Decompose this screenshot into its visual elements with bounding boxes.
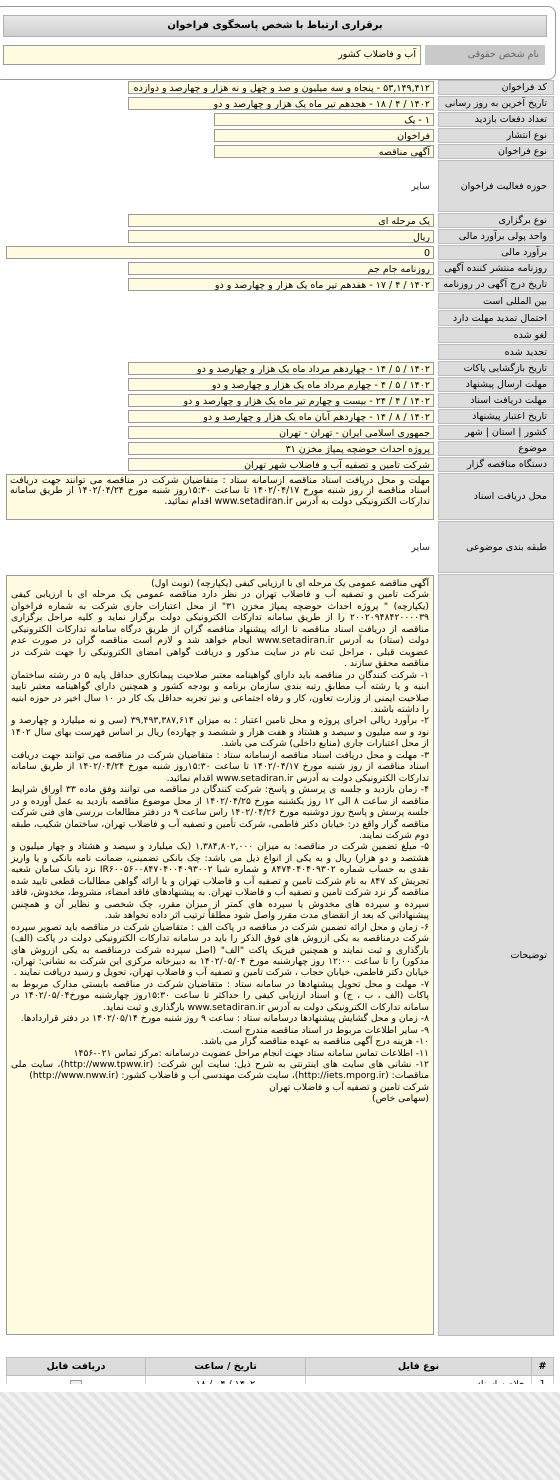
publish-type-value: فراخوان	[214, 129, 434, 142]
news-date-value: ۱۴۰۲ / ۴ / ۱۷ - هفدهم تیر ماه یک هزار و چهارصد و دو	[128, 278, 434, 291]
open-date-value: ۱۴۰۲ / ۵ / ۱۴ - چهاردهم مرداد ماه یک هزار و چهارصد و دو	[128, 362, 434, 375]
estimate-value: 0	[6, 246, 434, 259]
row-notes	[6, 574, 554, 1336]
files-header-type: نوع فایل	[306, 1358, 532, 1376]
responder-label: نام شخص حقوقی	[425, 45, 545, 65]
files-header-num: #	[532, 1358, 554, 1376]
row-open-date	[6, 361, 554, 376]
notes-line: ۵- مبلغ تضمین شرکت در مناقصه: به میزان ۱,۳۸۴,۸۰۲,۰۰۰ (یک میلیارد و سیصد و هشتاد و چهار میلیون و هشتصد و دو هزار) ریال و به یکی از انواع ذیل می باشد: چک بانکی تضمینی، ضمانت نامه بانکی و یا واریز نقدی به حساب شماره ۸۴۷۴۰۴۰۴۰۹۳۰۲ و شماره شبا IR۶۰۰۵۶۰۰۸۴۷۰۴۰۰۴۰۹۳۰۰۲ نزد بانک سامان شعبه تجریش کد ۸۴۷ به نام شرکت تامین و تصفیه آب و فاضلاب تهران و یا ارائه گواهی مطالبات قطعی تایید شده مناقصه گر نزد شرکت تامین و تصفیه آب و فاضلاب تهران. به پیشنهادهای فاقد امضاء، مشروط، مخدوش، فاقد سپرده و سپرده های مخدوش یا سپرده های کمتر از میزان مقرر، چک شخصی و نظایر آن و همچنین پیشنهاداتی که بعد از انقضای مدت مقرر واصل شود مطلقاً ترتیب اثر داده نخواهد شد.	[11, 841, 429, 922]
location-label: کشور | استان | شهر	[438, 425, 554, 440]
organizer-label: دستگاه مناقصه گزار	[438, 457, 554, 472]
row-doc-place	[6, 473, 554, 520]
page-gap	[0, 1384, 560, 1392]
notes-text	[6, 575, 434, 1335]
row-cancel	[6, 327, 554, 343]
renew-label: تجدید شده	[438, 344, 554, 360]
row-international	[6, 293, 554, 309]
visit-count-label: تعداد دفعات بازدید	[438, 112, 554, 127]
notes-line: ۳- مهلت و محل دریافت اسناد مناقصه ازسامانه ستاد : متقاضیان شرکت در مناقصه می توانند جهت دریافت اسناد مناقصه از روز شنبه مورخ ۱۴۰۲/۰۴/۱۷ تا ساعت ۱۵:۳۰روز شنبه مورخ ۱۴۰۲/۰۴/۲۴ از طریق سامانه تدارکات الکترونیکی دولت به آدرس www.setadiran.ir اقدام نمائید.	[11, 749, 430, 784]
activity-value: سایر	[411, 180, 430, 192]
row-renew	[6, 344, 554, 360]
responder-row	[3, 45, 545, 65]
row-news-date	[6, 277, 554, 292]
newspaper-label: روزنامه منتشر کننده آگهی	[438, 261, 554, 276]
validity-value: ۱۴۰۲ / ۸ / ۱۴ - چهاردهم آبان ماه یک هزار و چهارصد و دو	[128, 410, 434, 423]
contact-panel	[0, 6, 556, 80]
responder-value[interactable]: آب و فاضلاب کشور	[3, 45, 421, 65]
notes-label: توضیحات	[438, 574, 554, 1336]
row-call-code	[6, 80, 554, 95]
extend-label: احتمال تمدید مهلت دارد	[438, 310, 554, 326]
row-visit-count	[6, 112, 554, 127]
notes-line: ۲- برآورد ریالی اجرای پروژه و محل تامین اعتبار : به میزان ۳۹,۴۹۳,۳۸۷,۶۱۴ (سی و نه میلیارد و چهارصد و نود و سه میلیون و سیصد و هشتاد و هفت هزار و ششصد و چهارده) ریال بر اساس فهرست بهای سال ۱۴۰۲ از محل اعتبارات جاری (منابع داخلی) شرکت می باشد.	[11, 715, 429, 750]
row-estimate	[6, 245, 554, 260]
notes-line: ۴- زمان بازدید و جلسه ی پرسش و پاسخ: شرکت کنندگان در مناقصه می توانند وفق ماده ۳۳ اوراق شرایط مناقصه از ساعت ۸ الی ۱۲ روز یکشنبه مورخ ۱۴۰۲/۰۴/۲۵ از محل موضوع مناقصه بازدید به عمل آورده و در جلسه پرسش و پاسخ روز دوشنبه مورخ ۱۴۰۲/۰۴/۲۶ راس ساعت ۹ در دفتر مطالعات بررسی های فنی شرکت مناقصه گزار واقع در: خیابان دکتر فاطمی، شرکت تأمین و تصفیه آب و فاضلاب تهران، ساختمان شکیب، طبقه دوم شرکت نمایند.	[11, 784, 430, 841]
estimate-label: برآورد مالی	[438, 245, 554, 260]
row-publish-type	[6, 128, 554, 143]
row-category	[6, 521, 554, 573]
update-date-label: تاریخ آخرین به روز رسانی	[438, 96, 554, 111]
row-call-type	[6, 144, 554, 159]
doc-place-value: مهلت و محل دریافت اسناد مناقصه ازسامانه ستاد : متقاضیان شرکت در مناقصه می توانند جهت دریافت اسناد مناقصه از روز شنبه مورخ ۱۴۰۲/۰۴/۱۷ تا ساعت ۱۵:۳۰روز شنبه مورخ ۱۴۰۲/۰۴/۲۴ از طریق سامانه تدارکات الکترونیکی دولت به آدرس www.setadiran.ir اقدام نمائید.	[6, 474, 434, 520]
hold-type-value: یک مرحله ای	[128, 214, 434, 227]
call-type-label: نوع فراخوان	[438, 144, 554, 159]
visit-count-value: ۱ - یک	[214, 113, 434, 126]
notes-line: ۱- شرکت کنندگان در مناقصه باید دارای گواهینامه معتبر صلاحیت پیمانکاری حداقل پایه ۵ در رشته ساختمان ابنیه و یا رشته آب مطابق رتبه بندی سازمان برنامه و بودجه کشور و همچنین دارای گواهینامه معتبر تایید صلاحیت ایمنی از وزارت تعاون، کار و رفاه اجتماعی و نیز تجربه حداقل یک کار در ۱۰ سال اخیر در حوزه ابنیه را داشته باشند.	[11, 669, 429, 715]
row-validity	[6, 409, 554, 424]
notes-line: ۱۱- اطلاعات تماس سامانه ستاد جهت انجام مراحل عضویت درسامانه :مرکز تماس ۰۲۱-۱۴۵۶	[73, 1047, 429, 1059]
row-organizer	[6, 457, 554, 472]
doc-deadline-label: مهلت دریافت اسناد	[438, 393, 554, 408]
notes-line: (سهامی خاص)	[372, 1093, 429, 1105]
publish-type-label: نوع انتشار	[438, 128, 554, 143]
notes-line: ۱۰- هزینه درج آگهی مناقصه به عهده مناقصه گزار می باشد.	[200, 1036, 429, 1048]
international-label: بین المللی است	[438, 293, 554, 309]
notes-line: ۷- مهلت و محل تحویل پیشنهادها در سامانه ستاد : متقاضیان شرکت در مناقصه بایستی مدارک مربوط به پاکات (الف ، ب ، ج) و اسناد ارزیابی کیفی را حداکثر تا ساعت ۱۵:۳۰روز چهارشنبه مورخ۱۴۰۲/۰۵/۰۴ در سامانه تدارکات الکترونیکی دولت به آدرس www.setadiran.ir بارگذاری و ثبت نماید.	[11, 978, 429, 1013]
notes-line: آگهی مناقصه عمومی یک مرحله ای با ارزیابی کیفی (یکپارچه) (نوبت اول)	[151, 578, 429, 589]
doc-deadline-value: ۱۴۰۲ / ۴ / ۲۴ - بیست و چهارم تیر ماه یک هزار و چهارصد و دو	[128, 394, 434, 407]
row-hold-type	[6, 213, 554, 228]
send-deadline-value: ۱۴۰۲ / ۵ / ۴ - چهارم مرداد ماه یک هزار و چهارصد و دو	[128, 378, 434, 391]
notes-line: ۹- سایر اطلاعات مربوط در اسناد مناقصه مندرج است.	[219, 1024, 429, 1036]
notes-line: ۱۲- نشانی های سایت های اینترنتی به شرح ذیل: سایت این شرکت: (http://www.tpww.ir)، سایت ملی مناقصات: (http://iets.mporg.ir)، سایت شرکت مهندسی آب و فاضلاب کشور: (http://www.nww.ir)	[11, 1059, 429, 1082]
row-currency	[6, 229, 554, 244]
location-value: جمهوری اسلامی ایران - تهران - تهران	[128, 426, 434, 439]
subject-label: موضوع	[438, 441, 554, 456]
currency-label: واحد پولی برآورد مالی	[438, 229, 554, 244]
update-date-value: ۱۴۰۲ / ۴ / ۱۸ - هجدهم تیر ماه یک هزار و چهارصد و دو	[128, 97, 434, 110]
subject-value: پروژه احداث حوضچه پمپاژ مخزن ۳۱	[128, 442, 434, 455]
row-doc-deadline	[6, 393, 554, 408]
hold-type-label: نوع برگزاری	[438, 213, 554, 228]
call-code-value: ۵۳,۱۴۹,۴۱۲ - پنجاه و سه میلیون و صد و چهل و نه هزار و چهارصد و دوازده	[128, 81, 434, 94]
doc-place-label: محل دریافت اسناد	[438, 473, 554, 520]
row-activity	[6, 160, 554, 212]
notes-line: شرکت تامین و تصفیه آب و فاضلاب تهران در نظر دارد مناقصه عمومی یک مرحله ای با ارزیابی کیفی (یکپارچه) " پروژه احداث حوضچه پمپاژ مخزن ۳۱" از محل اعتبارات جاری شرکت به شماره فراخوان ۲۰۰۲۰۹۴۸۴۲۰۰۰۰۳۹ را از طریق سامانه تدارکات الکترونیکی دولت برگزار نماید و کلیه مراحل برگزاری مناقصه از دریافت اسناد مناقصه تا ارائه پیشنهاد مناقصه گران از طریق درگاه سامانه تدارکات الکترونیکی دولت (ستاد) به آدرس www.setadiran.ir انجام خواهد شد و لازم است مناقصه گران در صورت عدم عضویت قبلی ، مراحل ثبت نام در سایت مذکور و دریافت گواهی امضای الکترونیکی را جهت شرکت در مناقصه محقق سازند .	[11, 589, 430, 670]
validity-label: تاریخ اعتبار پیشنهاد	[438, 409, 554, 424]
notes-line: شرکت تامین و تصفیه آب و فاضلاب تهران	[269, 1081, 429, 1093]
category-value: سایر	[411, 541, 430, 553]
news-date-label: تاریخ درج آگهی در روزنامه	[438, 277, 554, 292]
cancel-label: لغو شده	[438, 327, 554, 343]
call-code-label: کد فراخوان	[438, 80, 554, 95]
panel-title: برقراری ارتباط با شخص پاسخگوی فراخوان	[3, 15, 547, 37]
notes-line: ۸- زمان و محل گشایش پیشنهادها درسامانه ستاد : ساعت ۹ روز شنبه مورخ ۱۴۰۲/۰۵/۱۴ در دفتر قراردادها.	[20, 1013, 429, 1025]
activity-label: حوزه فعالیت فراخوان	[438, 160, 554, 212]
row-subject	[6, 441, 554, 456]
call-type-value: آگهی مناقصه	[214, 145, 434, 158]
currency-value: ریال	[128, 230, 434, 243]
files-header-download: دریافت فایل	[7, 1358, 146, 1376]
row-update-date	[6, 96, 554, 111]
footer-strip	[0, 1392, 560, 1480]
newspaper-value: روزنامه جام جم	[128, 262, 434, 275]
files-header-row	[7, 1358, 554, 1376]
call-details-table	[6, 79, 554, 1337]
open-date-label: تاریخ بازگشایی پاکات	[438, 361, 554, 376]
row-send-deadline	[6, 377, 554, 392]
send-deadline-label: مهلت ارسال پیشنهاد	[438, 377, 554, 392]
category-label: طبقه بندی موضوعی	[438, 521, 554, 573]
notes-line: ۶- زمان و محل ارائه تضمین شرکت در مناقصه در پاکت الف : متقاضیان شرکت در مناقصه باید تصویر سپرده شرکت درمناقصه به یکی ازروش های فوق الذکر را باید در سامانه تدارکات الکترونیکی دولت در پاکت (الف) بارگذاری و ثبت نمایند و همچنین فیزیک پاکت "الف" (اصل سپرده شرکت درمناقصه به یکی ازروش های مذکور) را تا ساعت ۱۲:۰۰ روز چهارشنبه مورخ ۱۴۰۲/۰۵/۰۴ به دبیرخانه مرکزی این شرکت به نشانی: تهران، خیابان دکتر فاطمی، خیابان حجاب ، شرکت تامین و تصفیه آب و فاضلاب تهران، تحویل و رسید دریافت نمایند .	[11, 921, 429, 979]
row-location	[6, 425, 554, 440]
files-header-date: تاریخ / ساعت	[146, 1358, 306, 1376]
organizer-value: شرکت تامین و تصفیه آب و فاضلاب شهر تهران	[128, 458, 434, 471]
row-newspaper	[6, 261, 554, 276]
row-extend	[6, 310, 554, 326]
